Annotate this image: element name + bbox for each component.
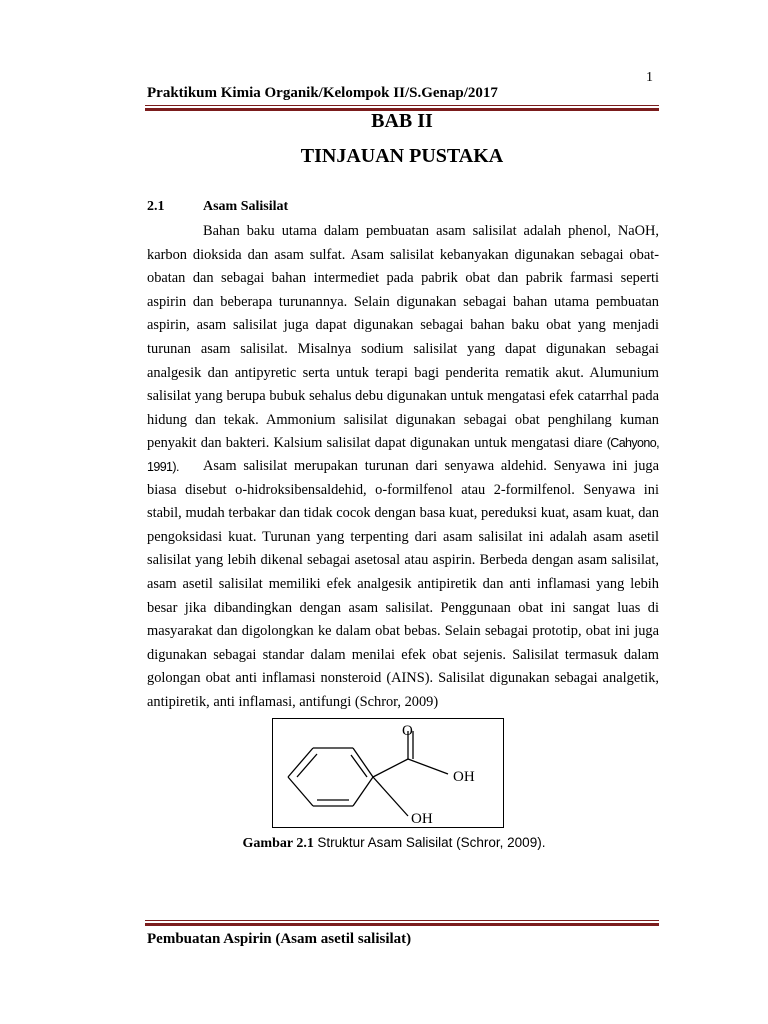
- ring-double-bond: [351, 755, 367, 777]
- salicylic-acid-structure-figure: [272, 718, 504, 828]
- section-title: Asam Salisilat: [203, 199, 289, 214]
- paragraph-2-text: Asam salisilat merupakan turunan dari senyawa aldehid. Senyawa ini juga biasa disebut o-hidroksibensaldehid, o-formilfenol atau 2-formilfenol. Senyawa ini stabil, mudah terbakar dan tidak cocok dengan basa kuat, pereduksi kuat, asam kuat, dan pengoksidasi kuat. Turunan yang terpenting dari asam salisilat ini adalah asam asetil salisilat yang lebih dikenal sebagai asetosal atau aspirin. Berbeda dengan asam salisilat, asam asetil salisilat memiliki efek analgesik antipiretik dan anti inflamasi yang lebih besar jika dibandingkan dengan asam salisilat. Penggunaan obat ini sangat luas di masyarakat dan digolongkan ke dalam obat bebas. Selain sebagai prototip, obat ini juga digunakan sebagai standar dalam menilai efek obat sejenis. Salisilat termasuk dalam golongan obat anti inflamasi nonsteroid (AINS). Salisilat digunakan sebagai analgetik, antipiretik, anti inflamasi, antifungi (Schror, 2009): [147, 458, 659, 710]
- carbonyl-oxygen-label: O: [402, 723, 413, 739]
- citation-cahyono: (Cahyono, 1991).: [147, 436, 659, 474]
- paragraph-1-text: Bahan baku utama dalam pembuatan asam salisilat adalah phenol, NaOH, karbon dioksida dan asam sulfat. Asam salisilat kebanyakan digunakan sebagai obat-obatan dan sebagai bahan intermediet pada pabrik obat dan pabrik farmasi seperti aspirin dan beberapa turunannya. Selain digunakan sebagai bahan utama pembuatan aspirin, asam salisilat juga dapat digunakan sebagai bahan baku obat yang menjadi turunan asam salisilat. Misalnya sodium salisilat yang dapat digunakan sebagai analgesik dan antipyretic serta untuk terapi bagi penderita rematik akut. Alumunium salisilat yang berupa bubuk sehalus debu digunakan untuk mengatasi efek catarrhal pada hidung dan tekak. Ammonium salisilat digunakan sebagai obat penghilang kuman penyakit dan bakteri. Kalsium salisilat dapat digunakan untuk mengatasi diare: [147, 223, 659, 452]
- running-header: Praktikum Kimia Organik/Kelompok II/S.Genap/2017: [147, 85, 498, 101]
- hydroxyl-bond: [373, 777, 408, 816]
- salicylic-acid-structure-diagram: [273, 719, 503, 827]
- section-number: 2.1: [147, 199, 165, 214]
- figure-caption-label: Gambar 2.1: [242, 836, 314, 851]
- running-footer: Pembuatan Aspirin (Asam asetil salisilat): [147, 931, 412, 947]
- footer-rule-thick: [145, 923, 659, 926]
- figure-caption: [145, 835, 643, 852]
- ring-bond: [353, 777, 373, 806]
- chapter-title: TINJAUAN PUSTAKA: [300, 145, 504, 167]
- paragraph-1: [147, 220, 659, 480]
- figure-caption-text: Struktur Asam Salisilat (Schror, 2009).: [317, 835, 546, 850]
- ring-bond: [288, 777, 313, 806]
- page-number: 1: [646, 70, 653, 85]
- carboxyl-hydroxyl-label: OH: [453, 769, 475, 785]
- footer-rule-thin: [145, 920, 659, 921]
- carboxyl-oh-bond: [408, 759, 448, 774]
- phenol-hydroxyl-label: OH: [411, 811, 433, 827]
- header-rule-thin: [145, 105, 659, 106]
- ring-double-bond: [297, 754, 317, 777]
- paragraph-2: [147, 455, 659, 715]
- section-heading: [147, 199, 288, 215]
- carboxyl-bond: [373, 759, 408, 777]
- chapter-number: BAB II: [371, 110, 433, 132]
